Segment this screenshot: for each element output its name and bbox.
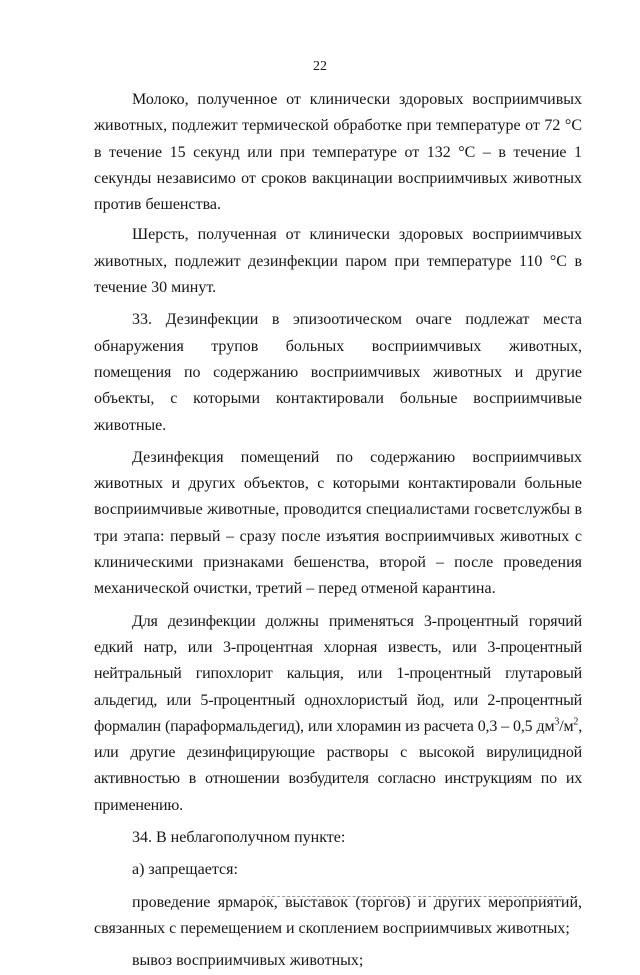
disinfectants-text-part2: /м [559, 717, 574, 735]
paragraph-wool: Шерсть, полученная от клинически здоровых восприимчивых животных, подлежит дезинфекции паром при температуре 110 °С в течение 30 минут. [94, 226, 582, 297]
paragraph-disinfectants [94, 609, 582, 819]
unit-superscript-3: 3 [554, 716, 560, 728]
paragraph-premises-disinfection: Дезинфекция помещений по содержанию восприимчивых животных и других объектов, с которыми контактировали больные восприимчивые животные, проводится специалистами госветслужбы в три этапа: первый – сразу после изъятия восприимчивых животных с клиническими признаками бешенства, второй – после проведения механической очистки, третий – перед отменой карантина. [94, 448, 582, 598]
paragraph-fairs: проведение ярмарок, выставок (торгов) и других мероприятий, связанных с перемещением и скоплением восприимчивых животных; [94, 893, 582, 937]
paragraph-export: вывоз восприимчивых животных; [132, 952, 364, 970]
scan-edge-line [262, 896, 562, 897]
disinfectants-text-part3: , или другие дезинфицирующие растворы с высокой вирулицидной активностью в отношении возбудителя согласно инструкциям по их применению. [94, 717, 582, 814]
paragraph-prohibited: а) запрещается: [132, 861, 238, 879]
disinfectants-text-part1: Для дезинфекции должны применяться 3-процентный горячий едкий натр, или 3-процентная хлорная известь, или 3-процентный нейтральный гипохлорит кальция, или 1-процентный глутаровый альдегид, или 5-процентный однохлористый йод, или 2-процентный формалин (параформальдегид), или хлорамин из расчета 0,3 – 0,5 дм [94, 612, 582, 735]
paragraph-milk: Молоко, полученное от клинически здоровых восприимчивых животных, подлежит термической обработке при температуре от 72 °С в течение 15 секунд или при температуре от 132 °С – в течение 1 секунды независимо от сроков вакцинации восприимчивых животных против бешенства. [94, 91, 582, 214]
paragraph-item-33: 33. Дезинфекции в эпизоотическом очаге подлежат места обнаружения трупов больных восприимчивых животных, помещения по содержанию восприимчивых животных и другие объекты, с которыми контактировали больные восприимчивые животные. [94, 311, 582, 434]
paragraph-item-34: 34. В неблагополучном пункте: [132, 829, 346, 847]
page-number: 22 [313, 59, 327, 74]
document-body [94, 87, 582, 975]
unit-superscript-2: 2 [573, 716, 579, 728]
